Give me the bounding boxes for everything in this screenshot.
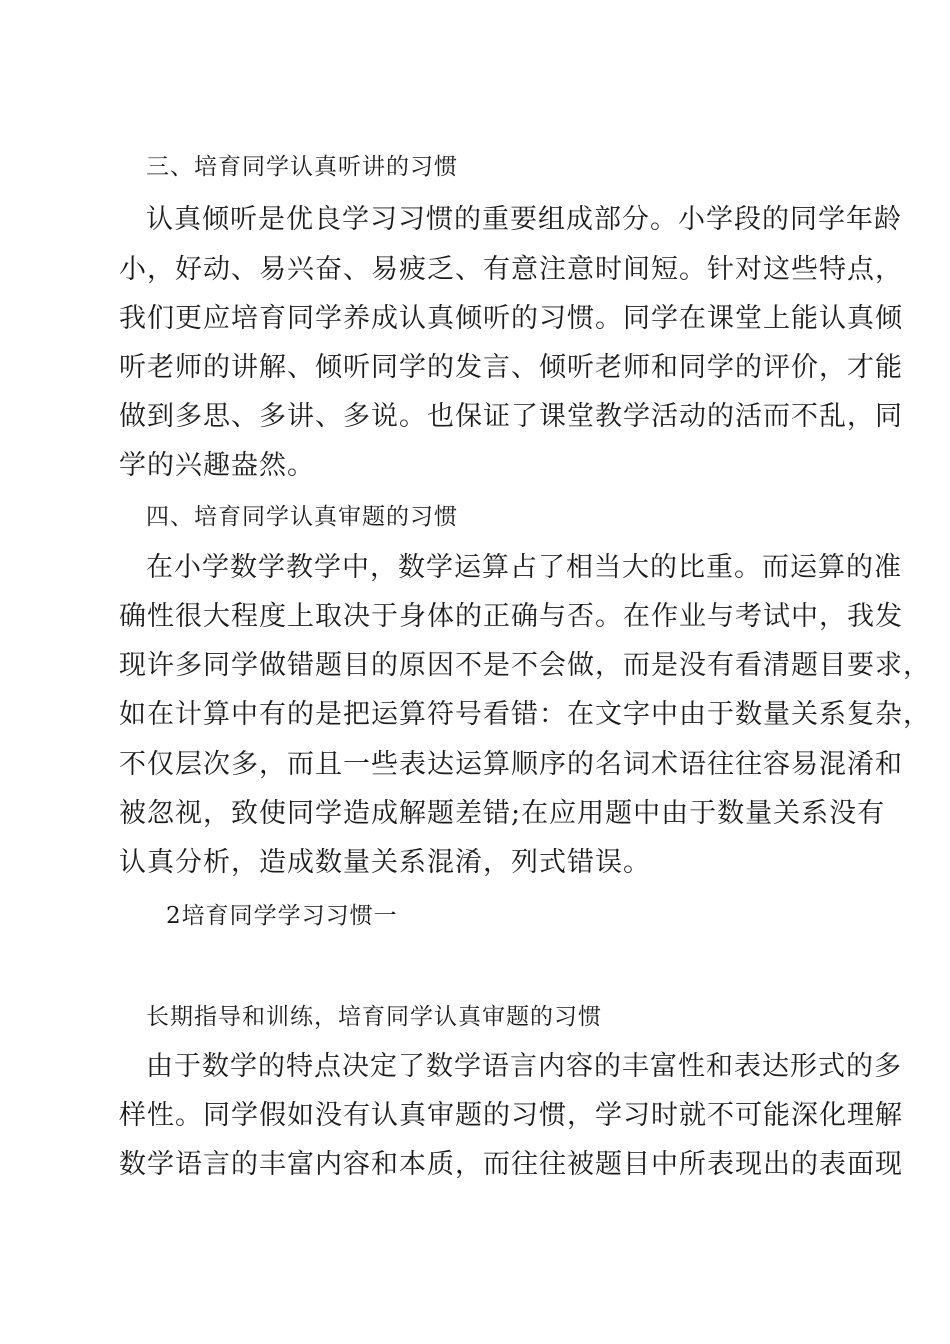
paragraph-line: 在小学数学教学中，数学运算占了相当大的比重。而运算的准: [146, 552, 902, 583]
paragraph-line: 由于数学的特点决定了数学语言内容的丰富性和表达形式的多: [146, 1051, 902, 1082]
paragraph-line: 认真分析，造成数量关系混淆，列式错误。: [119, 847, 651, 878]
paragraph-line: 学的兴趣盎然。: [119, 450, 315, 481]
paragraph-line: 不仅层次多，而且一些表达运算顺序的名词术语往往容易混淆和: [119, 749, 903, 780]
paragraph-line: 认真倾听是优良学习习惯的重要组成部分。小学段的同学年龄: [146, 204, 902, 235]
paragraph-line: 被忽视，致使同学造成解题差错;在应用题中由于数量关系没有: [119, 798, 886, 829]
paragraph-line: 做到多思、多讲、多说。也保证了课堂教学活动的活而不乱，同: [119, 401, 903, 432]
paragraph-line: 现许多同学做错题目的原因不是不会做，而是没有看清题目要求，: [119, 650, 931, 681]
paragraph-line: 听老师的讲解、倾听同学的发言、倾听老师和同学的评价，才能: [119, 352, 903, 383]
paragraph-line: 数学语言的丰富内容和本质，而往往被题目中所表现出的表面现: [119, 1149, 903, 1180]
paragraph-line: 如在计算中有的是把运算符号看错：在文字中由于数量关系复杂，: [119, 699, 931, 730]
section-heading-3: 三、培育同学认真听讲的习惯: [146, 154, 458, 180]
paragraph-line: 确性很大程度上取决于身体的正确与否。在作业与考试中，我发: [119, 601, 903, 632]
sub-heading: 长期指导和训练，培育同学认真审题的习惯: [146, 1004, 602, 1030]
section-2-title: 2培育同学学习习惯一: [166, 903, 398, 929]
paragraph-line: 小，好动、易兴奋、易疲乏、有意注意时间短。针对这些特点，: [119, 254, 903, 285]
paragraph-line: 样性。同学假如没有认真审题的习惯，学习时就不可能深化理解: [119, 1100, 903, 1131]
section-heading-4: 四、培育同学认真审题的习惯: [146, 504, 458, 530]
paragraph-line: 我们更应培育同学养成认真倾听的习惯。同学在课堂上能认真倾: [119, 303, 903, 334]
